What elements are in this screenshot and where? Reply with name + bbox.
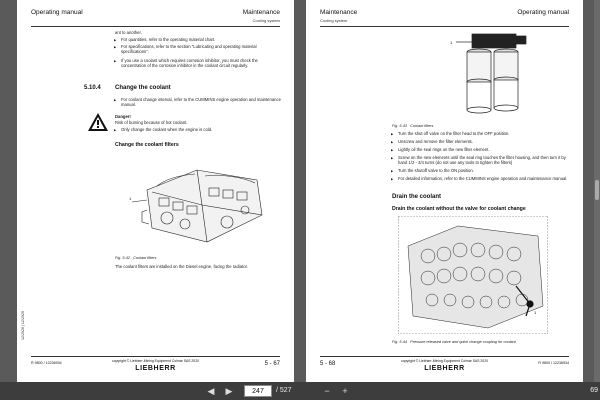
warning-triangle-icon [87, 112, 109, 132]
zoom-level[interactable]: 69 [590, 387, 598, 394]
bullet-shutoff-off: ▶ Turn the shut off valve on the filter head to the OFF position. [398, 131, 570, 136]
figure1-caption-text: Coolant filters [410, 124, 434, 128]
figure-caption-number: Fig. 5-42 [115, 256, 130, 260]
valve-coupling-illustration [398, 216, 548, 334]
bullet-corrosion: ▶ If you use a coolant which requires corrosion inhibitor, you must check the concentration of the corrosion inhibitor in the coolant circuit regularly. [121, 58, 281, 68]
zoom-out-button[interactable]: − [324, 386, 330, 396]
viewer-toolbar [0, 382, 600, 400]
header-right-title: Maintenance [242, 9, 280, 16]
page-number-input[interactable]: 247 [244, 385, 272, 397]
page-footer [320, 356, 569, 374]
previous-page-button[interactable]: ◀ [207, 386, 215, 396]
page-header [320, 9, 569, 27]
left-page [17, 0, 294, 382]
bullet-quantities: ▶ For quantities, refer to the operating material chart. [121, 37, 281, 42]
footer-document-id: R 9800 / 12236934 [31, 361, 62, 365]
header-left-title: Operating manual [31, 9, 83, 16]
danger-bullet: ▶ Only change the coolant when the engine is cold. [121, 127, 281, 132]
footer-page-number: 5 - 67 [264, 361, 280, 367]
svg-text:1: 1 [450, 40, 453, 45]
danger-title: Danger! [115, 114, 131, 119]
side-revision-text: 12/2026 | 12/2029 [21, 311, 25, 340]
bullet-unscrew: ▶ Unscrew and remove the filter elements. [398, 139, 570, 144]
zoom-in-button[interactable]: + [342, 386, 348, 396]
coolant-filter-illustration [446, 30, 536, 115]
header-right-title: Operating manual [517, 9, 569, 16]
figure2-caption-number: Fig. 5-44 [392, 340, 407, 344]
bullet-screw-on: ▶ Screw on the new elements until the seal ring touches the filter housing, and then turn it by hand 1/2 - 3/4 turns (do not use any tools to tighten the filters) [398, 155, 570, 165]
figure-description: The coolant filters are installed on the Diesel engine, facing the radiator. [115, 264, 248, 269]
section-number: 5.10.4 [84, 85, 101, 91]
total-pages-label: / 527 [276, 387, 292, 394]
danger-text: Risk of burning because of hot coolant. [115, 120, 188, 125]
figure2-caption-text: Pressure released valve and quick change coupling for coolant [410, 340, 516, 344]
section-title: Drain the coolant [392, 194, 442, 200]
bullet-oil-seal: ▶ Lightly oil the seal rings on the new filter element. [398, 147, 570, 152]
next-page-button[interactable]: ▶ [225, 386, 233, 396]
engine-illustration [127, 150, 277, 250]
right-page [306, 0, 583, 382]
liebherr-logo: LIEBHERR [424, 365, 465, 372]
section-title: Change the coolant [115, 85, 171, 91]
footer-document-id: R 9800 / 12236934 [538, 361, 569, 365]
header-subtitle: Cooling system [252, 18, 280, 23]
svg-text:1: 1 [129, 196, 132, 201]
bullet-interval: ▶ For coolant change interval, refer to the CUMMINS engine operation and maintenance manual. [121, 97, 281, 107]
header-left-title: Maintenance [320, 9, 358, 16]
page-footer [31, 356, 280, 374]
footer-copyright: copyright © Liebherr-Mining Equipment Colmar SAS 2020 [401, 359, 488, 363]
subsection-title: Change the coolant filters [115, 142, 179, 148]
subsection-title: Drain the coolant without the valve for coolant change [392, 206, 526, 212]
svg-text:1: 1 [534, 310, 537, 315]
bullet-specifications: ▶ For specifications, refer to the section "Lubricating and operating material specifications". [121, 44, 281, 54]
header-subtitle: Cooling system [320, 18, 348, 23]
intro-text: ant to another. [115, 30, 142, 35]
scrollbar-thumb[interactable] [595, 180, 599, 200]
bullet-detailed-info: ▶ For detailed information, refer to the CUMMINS engine operation and maintenance manual. [398, 176, 570, 181]
bullet-shutoff-on: ▶ Turn the shutoff valve to the ON position. [398, 168, 570, 173]
footer-copyright: copyright © Liebherr-Mining Equipment Colmar SAS 2020 [112, 359, 199, 363]
figure-caption-text: Coolant filters [133, 256, 157, 260]
figure1-caption-number: Fig. 5-43 [392, 124, 407, 128]
page-header [31, 9, 280, 27]
liebherr-logo: LIEBHERR [135, 365, 176, 372]
footer-page-number: 5 - 68 [320, 361, 336, 367]
